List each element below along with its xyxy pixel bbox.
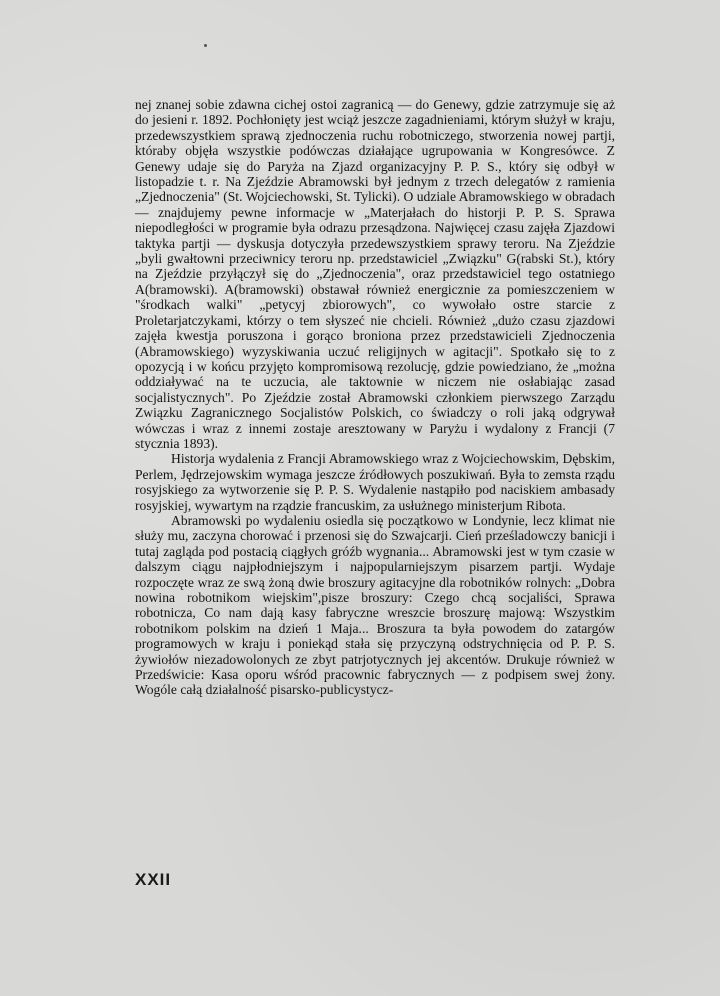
paragraph-3: Abramowski po wydaleniu osiedla się początkowo w Londynie, lecz klimat nie służy mu, zaczyna chorować i przenosi się do Szwajcarji. Cień prześladowczy banicji i tutaj zagląda pod postacią ciągłych gróźb wygnania... Abramowski jest w tym czasie w dalszym ciągu najpłodniejszym i najpopularniejszym pisarzem partji. Wydaje rozpoczęte wraz ze swą żoną dwie broszury agitacyjne dla robotników rolnych: „Dobra nowina robotnikom wiejskim",pisze broszury: Czego chcą socjaliści, Sprawa robotnicza, Co nam dają kasy fabryczne wreszcie broszurę majową: Wszystkim robotnikom polskim na dzień 1 Maja... Broszura ta była powodem do zatargów programowych w kraju i poniekąd stała się przyczyną odstrychnięcia od P. P. S. żywiołów niezadowolonych ze zbyt patrjotycznych jej akcentów. Drukuje również w Przedświcie: Kasa oporu wśród pracownic fabrycznych — z podpisem swej żony. Wogóle całą działalność pisarsko-publicystycz- — [135, 512, 615, 698]
paragraph-2: Historja wydalenia z Francji Abramowskiego wraz z Wojciechowskim, Dębskim, Perlem, Jędrzejowskim wymaga jeszcze źródłowych poszukiwań. Była to zemsta rządu rosyjskiego za wytworzenie się P. P. S. Wydalenie nastąpiło pod naciskiem ambasady rosyjskiej, wywartym na rządzie francuskim, za usłużnego ministerjum Ribota. — [135, 451, 615, 513]
page-number: XXII — [135, 870, 172, 889]
paragraph-1: nej znanej sobie zdawna cichej ostoi zagranicą — do Genewy, gdzie zatrzymuje się aż do jesieni r. 1892. Pochłonięty jest wciąż jeszcze zagadnieniami, którym służył w kraju, przedewszystkiem sprawą zjednoczenia ruchu robotniczego, stworzenia nowej partji, któraby objęła wszystkie podówczas działające ugrupowania w Kongresówce. Z Genewy udaje się do Paryża na Zjazd organizacyjny P. P. S., który się odbył w listopadzie t. r. Na Zjeździe Abramowski był jednym z trzech delegatów z ramienia „Zjednoczenia" (St. Wojciechowski, St. Tylicki). O udziale Abramowskiego w obradach — znajdujemy pewne informacje w „Materjałach do historji P. P. S. Sprawa niepodległości w programie była odrazu przesądzona. Najwięcej czasu zajęła Zjazdowi taktyka partji — dyskusja dotyczyła przedewszystkiem sprawy teroru. Na Zjeździe „byli gwałtowni przeciwnicy teroru np. przedstawiciel „Związku" G(rabski St.), który na Zjeździe przyłączył się do „Zjednoczenia", oraz przedstawiciel tego ostatniego A(bramowski). A(bramowski) obstawał również energicznie za pomieszczeniem w "środkach walki" „petycyj zbiorowych", co wywołało ostre starcie z Proletarjatczykami, którzy o tem słyszeć nie chcieli. Również „dużo czasu zjazdowi zajęła kwestja poruszona i gorąco broniona przez przedstawicieli Zjednoczenia (Abramowskiego) wyzyskiwania uczuć religijnych w agitacji". Spotkało się to z opozycją i w końcu przyjęto kompromisową rezolucję, gdzie powiedziano, że „można oddziaływać na te uczucia, ale taktownie w niczem nie osłabiając zasad socjalistycznych". Po Zjeździe został Abramowski członkiem pierwszego Zarządu Związku Zagranicznego Socjalistów Polskich, co świadczy o roli jaką odgrywał wówczas i wraz z innemi zostaje aresztowany w Paryżu i wydalony z Francji (7 stycznia 1893). — [135, 97, 615, 451]
body-text — [135, 97, 615, 698]
ink-dot — [204, 44, 207, 47]
